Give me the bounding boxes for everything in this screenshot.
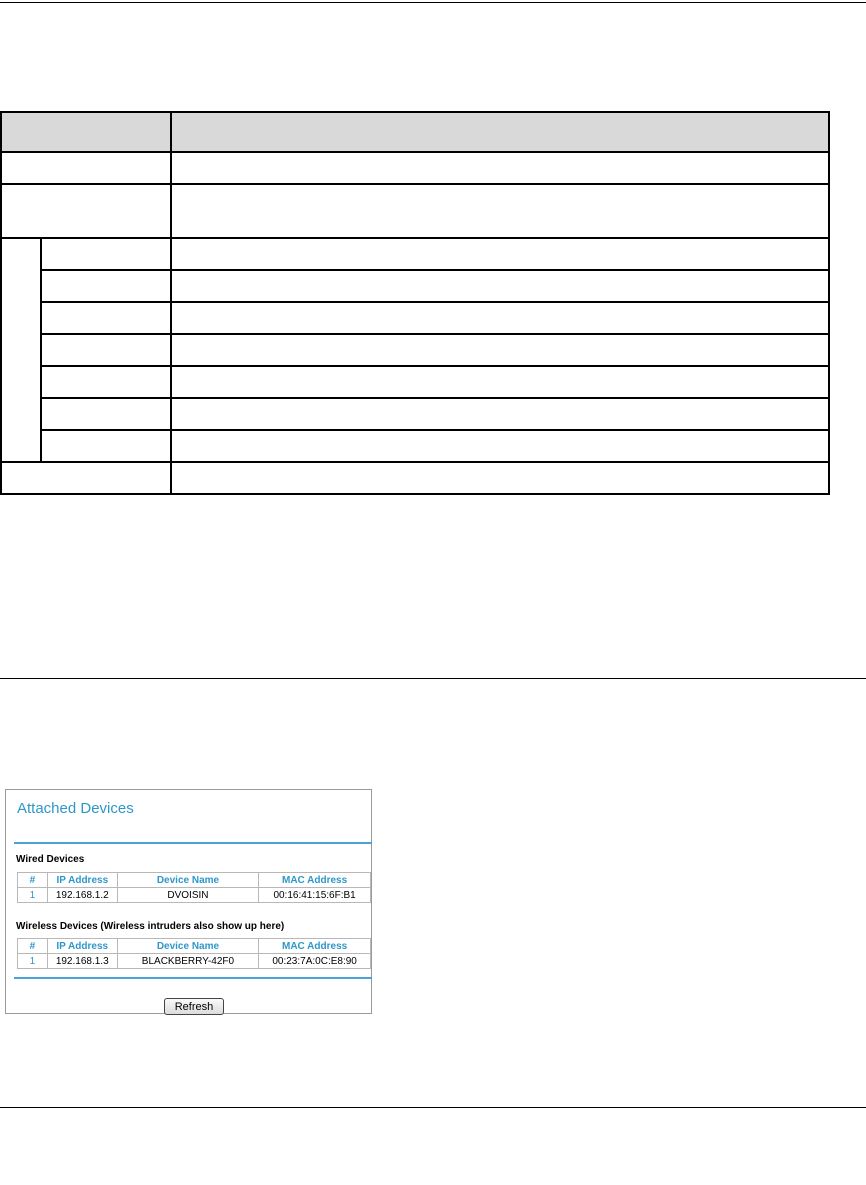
- row-ip: 192.168.1.2: [47, 888, 117, 903]
- col-device-name-header: Device Name: [117, 873, 258, 888]
- table-row-line: [40, 429, 830, 431]
- col-num-header: #: [18, 939, 48, 954]
- panel-title: Attached Devices: [17, 800, 134, 817]
- table-row-line: [0, 237, 830, 239]
- table-row-line: [0, 151, 830, 153]
- row-num: 1: [18, 888, 48, 903]
- table-row-line: [40, 365, 830, 367]
- settings-table: [0, 111, 828, 494]
- row-device-name: BLACKBERRY-42F0: [117, 954, 259, 969]
- table-row-line: [40, 333, 830, 335]
- title-divider: [14, 842, 372, 844]
- row-ip: 192.168.1.3: [47, 954, 117, 969]
- col-ip-header: IP Address: [47, 873, 117, 888]
- table-border-left: [0, 111, 2, 495]
- row-device-name: DVOISIN: [117, 888, 258, 903]
- table-border-bottom: [0, 493, 830, 495]
- wireless-devices-label: Wireless Devices (Wireless intruders also show up here): [16, 921, 285, 932]
- table-column-divider: [170, 111, 172, 495]
- col-device-name-header: Device Name: [117, 939, 259, 954]
- col-mac-header: MAC Address: [259, 873, 371, 888]
- footer-divider: [14, 977, 372, 979]
- row-mac: 00:23:7A:0C:E8:90: [259, 954, 371, 969]
- col-ip-header: IP Address: [47, 939, 117, 954]
- section-rule: [0, 678, 866, 679]
- table-header: [18, 873, 371, 888]
- table-header-row: [0, 111, 828, 151]
- table-border-top: [0, 111, 830, 113]
- refresh-button[interactable]: Refresh: [164, 998, 224, 1015]
- col-mac-header: MAC Address: [259, 939, 371, 954]
- table-row-line: [40, 301, 830, 303]
- table-border-right: [828, 111, 830, 495]
- table-row-line: [40, 269, 830, 271]
- wired-devices-table: [17, 872, 371, 903]
- table-row-line: [0, 461, 830, 463]
- page-bottom-rule: [0, 1107, 866, 1108]
- table-row-line: [0, 183, 830, 185]
- table-row-line: [40, 397, 830, 399]
- attached-devices-panel: [5, 789, 372, 1014]
- row-mac: 00:16:41:15:6F:B1: [259, 888, 371, 903]
- table-row: [18, 888, 371, 903]
- row-num: 1: [18, 954, 48, 969]
- wireless-devices-table: [17, 938, 371, 969]
- col-num-header: #: [18, 873, 48, 888]
- table-row: [18, 954, 371, 969]
- page-top-rule: [0, 2, 866, 3]
- table-header: [18, 939, 371, 954]
- wired-devices-label: Wired Devices: [16, 854, 85, 865]
